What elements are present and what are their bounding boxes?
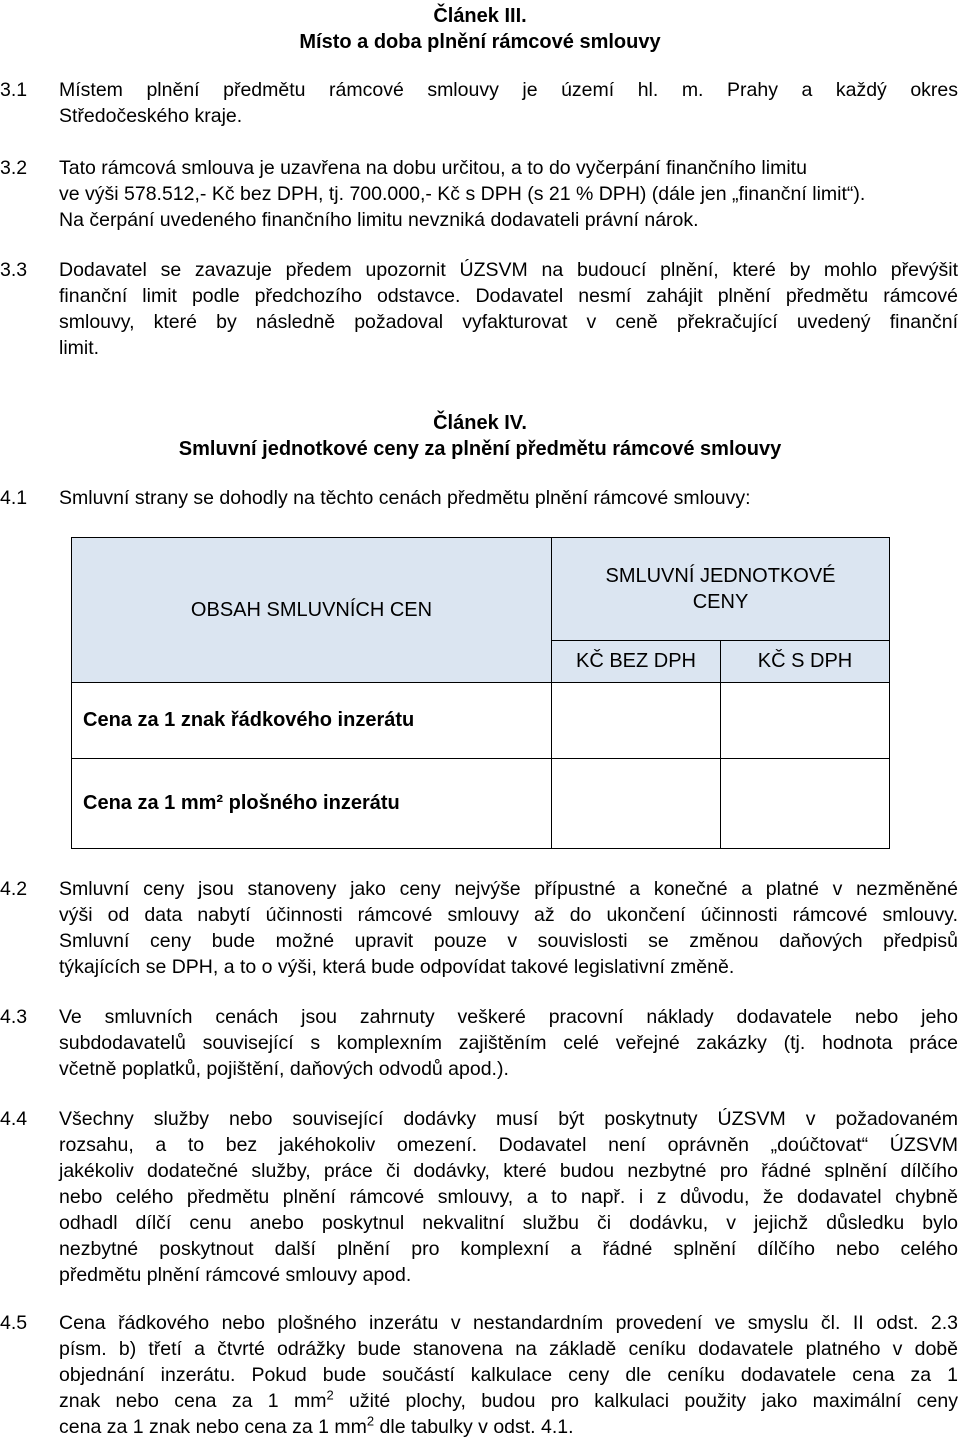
table-row (72, 683, 890, 759)
header-with-vat-label: KČ S DPH (757, 650, 853, 672)
paragraph-line (59, 1414, 958, 1440)
paragraph-line: Místem plnění předmětu rámcové smlouvy je území hl. m. Prahy a každý okres (59, 79, 958, 101)
paragraph-number: 3.3 (0, 259, 28, 281)
paragraph-line: Dodavatel se zavazuje předem upozornit ÚZSVM na budoucí plnění, které by mohlo převýšit (59, 259, 958, 281)
row-label: Cena za 1 znak řádkového inzerátu (83, 709, 415, 731)
paragraph-number: 4.4 (0, 1108, 28, 1130)
paragraph-line: subdodavatelů související s komplexním zajištěním celé veřejné zakázky (tj. hodnota práce (59, 1032, 958, 1054)
superscript: 2 (326, 1387, 334, 1403)
paragraph-line: týkajících se DPH, a to o výši, která bude odpovídat takové legislativní změně. (59, 956, 735, 978)
paragraph-line: Všechny služby nebo související dodávky musí být poskytnuty ÚZSVM v požadovaném (59, 1108, 958, 1130)
price-without-vat-cell (552, 759, 721, 849)
paragraph-line: Smluvní ceny bude možné upravit pouze v souvislosti se změnou daňových předpisů (59, 930, 958, 952)
line-text: znak nebo cena za 1 mm (59, 1390, 327, 1412)
paragraph-line: rozsahu, a to bez jakéhokoliv omezení. Dodavatel není oprávněn „doúčtovat“ ÚZSVM (59, 1134, 958, 1156)
row-label-cell (72, 683, 552, 759)
paragraph-line: nebo celého předmětu plnění rámcové smlouvy, a to např. i z důvodu, že dodavatel chybně (59, 1186, 958, 1208)
row-label: Cena za 1 mm² plošného inzerátu (83, 792, 400, 814)
paragraph-line: písm. b) třetí a čtvrté odrážky bude stanovena na základě ceníku dodavatele platného v době (59, 1338, 958, 1360)
paragraph-number: 3.2 (0, 157, 28, 179)
paragraph-line: předmětu plnění rámcové smlouvy apod. (59, 1264, 412, 1286)
paragraph-line: Na čerpání uvedeného finančního limitu nevzniká dodavateli právní nárok. (59, 209, 699, 231)
price-without-vat-cell (552, 683, 721, 759)
header-with-vat-cell (721, 641, 890, 683)
line-text: dle tabulky v odst. 4.1. (374, 1416, 574, 1438)
paragraph-line: Smluvní strany se dohodly na těchto cenách předmětu plnění rámcové smlouvy: (59, 487, 751, 509)
paragraph-line: Ve smluvních cenách jsou zahrnuty veškeré pracovní náklady dodavatele nebo jeho (59, 1006, 958, 1028)
article-3-subheading: Místo a doba plnění rámcové smlouvy (299, 31, 661, 53)
paragraph-number: 4.5 (0, 1312, 28, 1334)
header-content-cell (72, 538, 552, 683)
paragraph-line (59, 1388, 958, 1414)
header-prices-label-line1: SMLUVNÍ JEDNOTKOVÉ (605, 565, 836, 587)
paragraph-line: Středočeského kraje. (59, 105, 243, 127)
paragraph-number: 4.2 (0, 878, 28, 900)
header-without-vat-label: KČ BEZ DPH (575, 650, 697, 672)
article-3-heading: Článek III. (433, 5, 527, 27)
paragraph-line: Tato rámcová smlouva je uzavřena na dobu určitou, a to do vyčerpání finančního limitu (59, 157, 807, 179)
line-text: cena za 1 znak nebo cena za 1 mm (59, 1416, 367, 1438)
paragraph-line: odhadl dílčí cenu anebo poskytnul nekvalitní službu či dodávku, v jejichž důsledku bylo (59, 1212, 958, 1234)
table-row (72, 759, 890, 849)
line-text: užité plochy, budou pro kalkulaci použity jako maximální ceny (333, 1390, 958, 1412)
paragraph-line: nezbytné poskytnout další plnění pro komplexní a řádné splnění dílčího nebo celého (59, 1238, 958, 1260)
header-content-label: OBSAH SMLUVNÍCH CEN (190, 598, 433, 621)
paragraph-number: 3.1 (0, 79, 28, 101)
paragraph-line: výši od data nabytí účinnosti rámcové smlouvy až do ukončení účinnosti rámcové smlouvy. (59, 904, 958, 926)
paragraph-line: finanční limit podle předchozího odstavce. Dodavatel nesmí zahájit plnění předmětu rámcové (59, 285, 958, 307)
article-4-heading: Článek IV. (433, 412, 527, 434)
superscript: 2 (366, 1413, 375, 1429)
paragraph-line: včetně poplatků, pojištění, daňových odvodů apod.). (59, 1058, 509, 1080)
paragraph-number: 4.3 (0, 1006, 28, 1028)
price-with-vat-cell (721, 759, 890, 849)
paragraph-line: ve výši 578.512,- Kč bez DPH, tj. 700.000,- Kč s DPH (s 21 % DPH) (dále jen „finanční limit“). (59, 183, 866, 205)
article-4-subheading: Smluvní jednotkové ceny za plnění předmětu rámcové smlouvy (178, 438, 782, 460)
header-prices-label-line2: CENY (692, 591, 749, 613)
paragraph-line: Smluvní ceny jsou stanoveny jako ceny nejvýše přípustné a konečné a platné v nezměněné (59, 878, 958, 900)
paragraph-line: smlouvy, které by následně požadoval vyfakturovat v ceně překračující uvedený finanční (59, 311, 958, 333)
price-table (71, 537, 890, 849)
header-prices-cell (552, 538, 890, 641)
paragraph-line: Cena řádkového nebo plošného inzerátu v nestandardním provedení ve smyslu čl. II odst. 2.3 (59, 1312, 958, 1334)
paragraph-line: objednání inzerátu. Pokud bude součástí kalkulace ceny dle ceníku dodavatele cena za 1 (59, 1364, 958, 1386)
price-with-vat-cell (721, 683, 890, 759)
paragraph-line: limit. (59, 337, 100, 359)
paragraph-line: jakékoliv dodatečné služby, práce či dodávky, které budou nezbytné pro řádné splnění dílčího (59, 1160, 958, 1182)
header-without-vat-cell (552, 641, 721, 683)
row-label-cell (72, 759, 552, 849)
paragraph-number: 4.1 (0, 487, 28, 509)
